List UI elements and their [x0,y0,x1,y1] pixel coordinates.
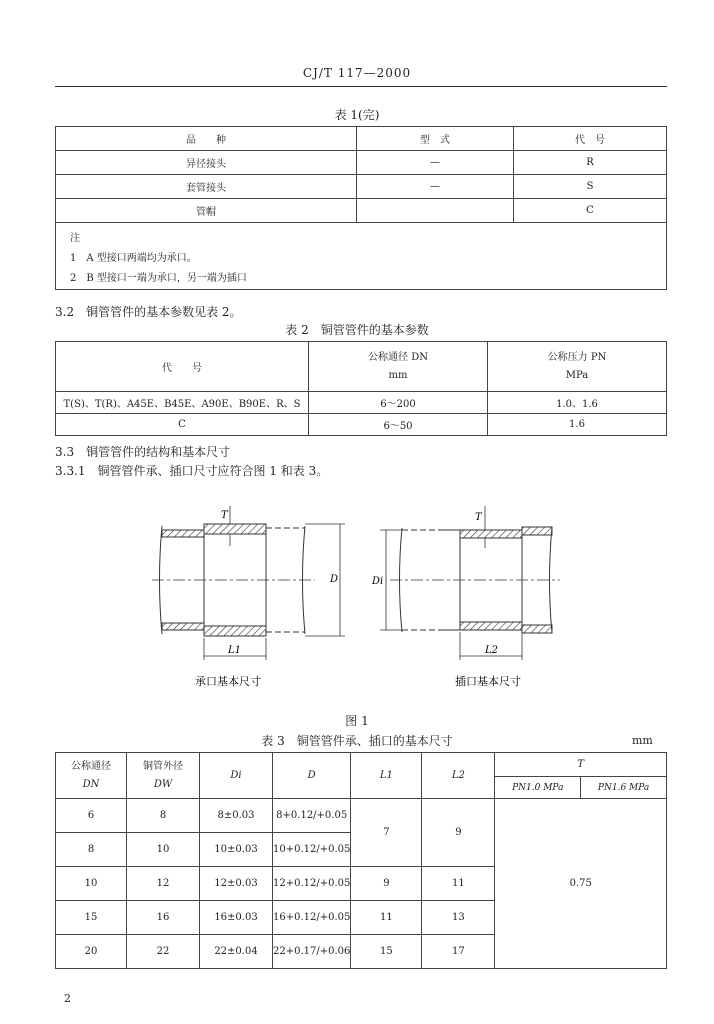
table3-header-l2: L2 [422,753,495,799]
table3-cell-di: 10±0.03 [200,833,273,867]
notes-title: 注 [70,233,80,244]
table3-header-t-pn16: PN1.6 MPa [581,777,667,799]
table1-notes [56,223,667,290]
spigot-L2-label: L2 [485,645,499,656]
table3-header-dn [56,753,127,799]
dn-label: 公称通径 DN [368,351,428,363]
table2-header-dn [309,342,488,392]
table2-header-code: 代 号 [56,342,309,392]
table3-caption: 表 3 铜管管件承、插口的基本尺寸 [261,734,453,748]
table3-cell-l2: 11 [422,867,495,901]
socket-T-label: T [221,510,228,521]
header-rule [55,86,667,87]
table3-cell-l1: 7 [351,799,422,867]
socket-caption: 承口基本尺寸 [195,675,261,688]
table3-cell-d: 8+0.12/+0.05 [273,799,351,833]
table1-cell [357,199,514,223]
pn-label: 公称压力 PN [547,351,607,363]
table3-cell-d: 16+0.12/+0.05 [273,901,351,935]
table3-cell-dn: 8 [56,833,127,867]
figure1-caption: 图 1 [345,714,369,728]
table1-cell: — [357,151,514,175]
table3-cell-dw: 22 [127,935,200,969]
page-number: 2 [64,992,71,1005]
table2-cell: 6～50 [309,414,488,436]
table1 [55,126,667,290]
socket-D-label: D [330,574,339,585]
figure1-drawing [140,500,580,700]
dn-header-label: 公称通径 [71,760,111,772]
table1-cell: 异径接头 [56,151,357,175]
table1-cell: S [514,175,667,199]
table2-cell: 1.6 [488,414,667,436]
table3-cell-dn: 20 [56,935,127,969]
table3-cell-dn: 6 [56,799,127,833]
table2 [55,341,667,436]
table3-unit: mm [632,734,653,747]
socket-L1-label: L1 [228,645,242,656]
spigot-caption: 插口基本尺寸 [455,675,521,688]
table3-header-t: T [495,753,667,777]
section-3-3-1: 3.3.1 铜管管件承、插口尺寸应符合图 1 和表 3。 [55,464,329,478]
table1-cell: 套管接头 [56,175,357,199]
section-3-3: 3.3 铜管管件的结构和基本尺寸 [55,445,231,459]
spigot-T-label: T [475,512,482,523]
dn-header-symbol: DN [82,778,100,790]
table3-header-dw [127,753,200,799]
table1-header-type: 型 式 [357,127,514,151]
table1-cell: 管帽 [56,199,357,223]
table3-cell-d: 12+0.12/+0.05 [273,867,351,901]
table3-cell-l2: 9 [422,799,495,867]
table1-caption: 表 1(完) [334,108,380,122]
spigot-Di-label: Di [372,576,384,587]
socket-drawing [152,506,345,688]
table3-cell-l1: 15 [351,935,422,969]
table2-cell: 1.0、1.6 [488,392,667,414]
table1-header-variety: 品 种 [56,127,357,151]
table3-cell-di: 8±0.03 [200,799,273,833]
table3-cell-dw: 12 [127,867,200,901]
table3-cell-l1: 9 [351,867,422,901]
section-3-2: 3.2 铜管管件的基本参数见表 2。 [55,305,242,319]
table3-cell-dn: 15 [56,901,127,935]
note-item: 1 A 型接口两端均为承口。 [70,253,197,264]
table1-cell: C [514,199,667,223]
table1-cell: R [514,151,667,175]
dn-unit: mm [388,369,408,381]
table3-cell-dw: 10 [127,833,200,867]
table3-cell-di: 12±0.03 [200,867,273,901]
table3-cell-d: 10+0.12/+0.05 [273,833,351,867]
table3-header-l1: L1 [351,753,422,799]
table3-cell-di: 22±0.04 [200,935,273,969]
table1-cell: — [357,175,514,199]
table3-cell-t: 0.75 [495,799,667,969]
table3-cell-d: 22+0.17/+0.06 [273,935,351,969]
dw-header-label: 铜管外径 [143,760,183,772]
standard-header: CJ/T 117—2000 [302,66,412,80]
table2-cell: C [56,414,309,436]
spigot-drawing [371,506,560,688]
table3-cell-dn: 10 [56,867,127,901]
note-item: 2 B 型接口一端为承口，另一端为插口 [70,273,247,284]
table2-cell: 6～200 [309,392,488,414]
table2-caption: 表 2 铜管管件的基本参数 [285,323,429,337]
table3-cell-di: 16±0.03 [200,901,273,935]
dw-header-symbol: DW [153,778,173,790]
table3-cell-dw: 8 [127,799,200,833]
table3-cell-l1: 11 [351,901,422,935]
table3-header-di: Di [200,753,273,799]
table3-cell-l2: 13 [422,901,495,935]
table3-cell-dw: 16 [127,901,200,935]
table3-header-t-pn10: PN1.0 MPa [495,777,581,799]
pn-unit: MPa [565,369,589,381]
table3 [55,752,667,969]
table1-header-code: 代 号 [514,127,667,151]
table2-header-pn [488,342,667,392]
table2-cell: T(S)、T(R)、A45E、B45E、A90E、B90E、R、S [56,392,309,414]
table3-header-d: D [273,753,351,799]
table3-cell-l2: 17 [422,935,495,969]
